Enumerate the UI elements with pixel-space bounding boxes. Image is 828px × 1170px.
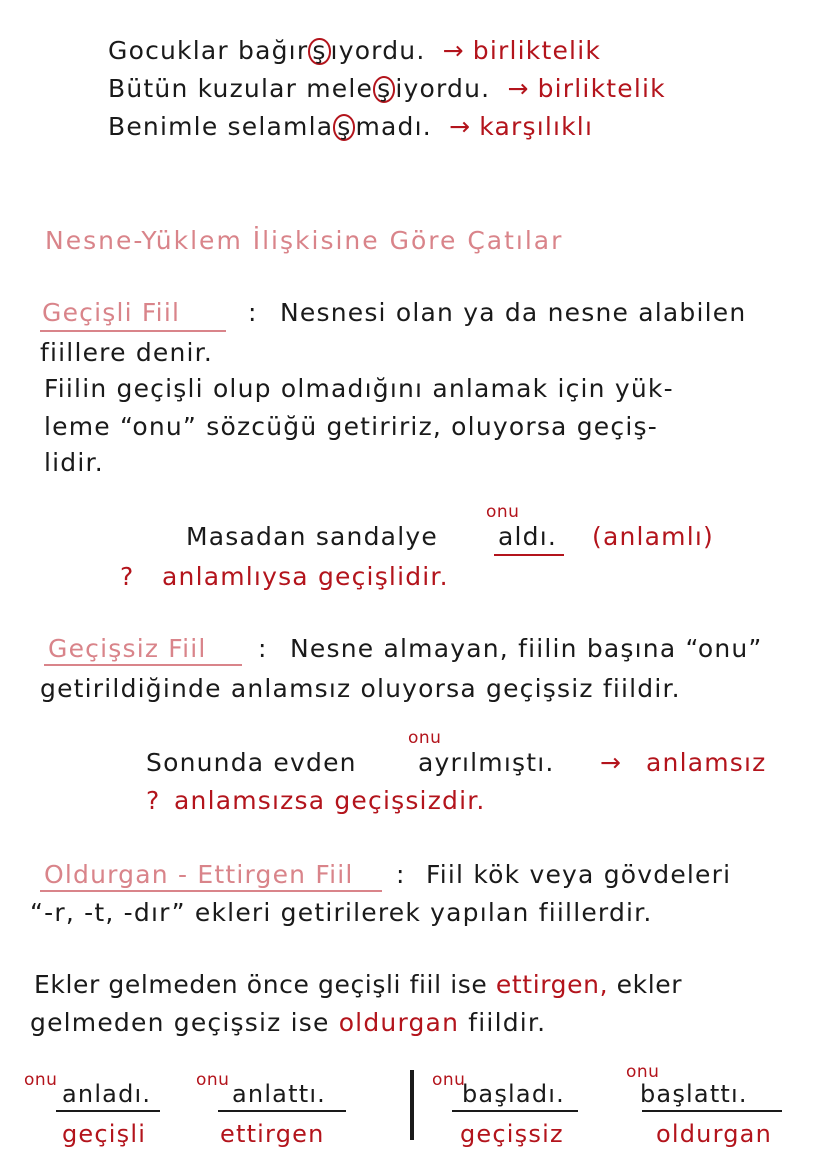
gecisli-example-underline (494, 554, 564, 556)
gecissiz-example-verb: ayrılmıştı. (418, 748, 555, 777)
oldurgan-rule-2 (30, 1010, 546, 1035)
circled-suffix: ş (333, 114, 355, 141)
gecisli-def-1: Nesnesi olan ya da nesne alabilen (280, 298, 747, 327)
section-title: Nesne-Yüklem İlişkisine Göre Çatılar (45, 226, 564, 255)
oldurgan-def-2: “-r, -t, -dır” ekleri getirilerek yapılan fiillerdir. (30, 898, 653, 927)
gecisli-example-note: (anlamlı) (592, 522, 714, 551)
oldurgan-term-underline (40, 890, 382, 892)
gecissiz-colon: : (258, 634, 268, 663)
gecisli-colon: : (248, 298, 258, 327)
example-onu: onu (24, 1070, 58, 1090)
example-label: oldurgan (656, 1120, 772, 1148)
example-underline (452, 1110, 578, 1112)
intro-line-1 (108, 38, 601, 65)
example-label: ettirgen (220, 1120, 325, 1148)
oldurgan-colon: : (396, 860, 406, 889)
example-label: geçişli (62, 1120, 147, 1148)
circled-suffix: ş (308, 38, 330, 65)
arrow-icon: → (442, 36, 465, 65)
gecisli-def-5: lidir. (44, 448, 104, 477)
example-underline (218, 1110, 346, 1112)
intro-line-2-text: Bütün kuzular mele (108, 74, 374, 103)
example-word: başlattı. (640, 1080, 748, 1108)
oldurgan-def-1: Fiil kök veya gövdeleri (426, 860, 732, 889)
oldurgan-rule-2-end: fiildir. (468, 1008, 547, 1037)
gecisli-example-verb: aldı. (498, 522, 558, 551)
gecissiz-term-underline (44, 664, 242, 666)
gecisli-term-underline (40, 330, 226, 332)
gecissiz-def-1: Nesne almayan, fiilin başına “onu” (290, 634, 763, 663)
gecissiz-example-note: anlamsız (646, 748, 767, 777)
gecissiz-example-onu: onu (408, 728, 442, 748)
gecisli-def-3: Fiilin geçişli olup olmadığını anlamak için yük- (44, 374, 674, 403)
intro-line-2 (108, 76, 666, 103)
gecisli-term: Geçişli Fiil (42, 298, 181, 327)
gecisli-def-2: fiillere denir. (40, 338, 213, 367)
intro-line-1-text: Gocuklar bağır (108, 36, 309, 65)
oldurgan-rule-1-text: Ekler gelmeden önce geçişli fiil ise (34, 970, 488, 999)
example-underline (642, 1110, 782, 1112)
example-word: anladı. (62, 1080, 152, 1108)
gecissiz-example-text: Sonunda evden (146, 748, 357, 777)
intro-line-2-text-end: iyordu. (395, 74, 491, 103)
intro-line-3-note: karşılıklı (479, 112, 594, 141)
intro-line-2-note: birliktelik (537, 74, 666, 103)
example-word: başladı. (462, 1080, 565, 1108)
intro-line-1-text-end: ıyordu. (330, 36, 426, 65)
intro-line-3 (108, 114, 593, 141)
example-label: geçişsiz (460, 1120, 564, 1148)
oldurgan-term: Oldurgan - Ettirgen Fiil (44, 860, 354, 889)
example-underline (56, 1110, 160, 1112)
question-icon: ? (146, 786, 161, 815)
gecissiz-term: Geçişsiz Fiil (48, 634, 207, 663)
arrow-icon: → (449, 112, 472, 141)
question-icon: ? (120, 562, 135, 591)
arrow-icon: → (600, 748, 623, 777)
example-onu: onu (196, 1070, 230, 1090)
oldurgan-keyword: oldurgan (338, 1008, 460, 1037)
gecissiz-def-2: getirildiğinde anlamsız oluyorsa geçişsiz fiildir. (40, 674, 681, 703)
gecisli-example-text: Masadan sandalye (186, 522, 438, 551)
gecisli-def-4: leme “onu” sözcüğü getiririz, oluyorsa geçiş- (44, 412, 658, 441)
oldurgan-rule-1-end: ekler (616, 970, 683, 999)
circled-suffix: ş (373, 76, 395, 103)
example-onu: onu (432, 1070, 466, 1090)
divider-bar (410, 1070, 414, 1140)
gecisli-rule: anlamlıysa geçişlidir. (162, 562, 449, 591)
example-onu: onu (626, 1062, 660, 1082)
intro-line-3-text: Benimle selamla (108, 112, 334, 141)
example-word: anlattı. (232, 1080, 327, 1108)
arrow-icon: → (507, 74, 530, 103)
gecissiz-rule: anlamsızsa geçişsizdir. (174, 786, 486, 815)
ettirgen-keyword: ettirgen, (495, 970, 609, 999)
oldurgan-rule-1 (34, 972, 682, 997)
intro-line-3-text-end: madı. (355, 112, 432, 141)
gecisli-example-onu: onu (486, 502, 520, 522)
intro-line-1-note: birliktelik (472, 36, 602, 65)
oldurgan-rule-2-text: gelmeden geçişsiz ise (30, 1008, 330, 1037)
